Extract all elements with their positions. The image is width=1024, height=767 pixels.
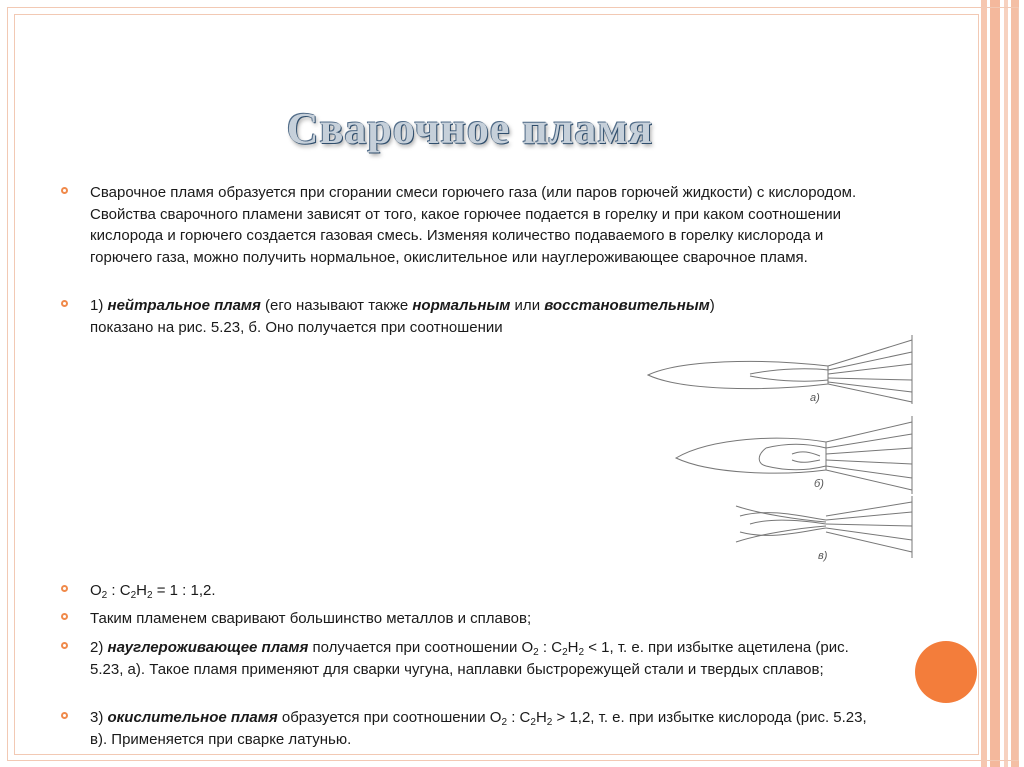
subscript: 2: [546, 717, 553, 728]
paragraph-usage: [90, 608, 880, 630]
bullet-icon: [61, 300, 68, 307]
text-part: 1): [90, 297, 108, 314]
term-oxidizing: окислительное пламя: [107, 709, 278, 726]
text-part: 2): [90, 639, 108, 656]
text-part: образуется при соотношении O: [277, 709, 502, 726]
text-part: = 1 : 1,2.: [152, 582, 216, 599]
paragraph-intro: [90, 182, 880, 268]
bullet-icon: [61, 613, 68, 620]
text-part: : C: [507, 709, 531, 726]
bullet-icon: [61, 642, 68, 649]
text-part: 3): [90, 709, 108, 726]
text-part: : C: [538, 639, 563, 656]
text-part: H: [136, 582, 147, 599]
text-part: O: [90, 582, 102, 599]
subscript: 2: [533, 647, 539, 658]
term-reducing: восстановительным: [544, 297, 710, 314]
bullet-icon: [61, 585, 68, 592]
slide-title: Сварочное пламя: [286, 104, 654, 153]
subscript: 2: [146, 590, 153, 601]
paragraph-oxidizing: [90, 707, 880, 750]
text-part: показано на рис. 5.23, б. Оно получается при соотношении: [90, 318, 503, 336]
figure-label-a: а): [810, 392, 820, 404]
subscript: 2: [562, 647, 568, 658]
text-part: ): [709, 297, 715, 314]
paragraph-text: Таким пламенем сваривают большинство металлов и сплавов;: [90, 610, 532, 627]
text-part: < 1, т. е. при избытке ацетилена (рис. 5.23, а). Такое пламя применяют для сварки чугуна, наплавки быстрорежущей стали и твердых сплавов;: [90, 639, 849, 678]
paragraph-ratio: [90, 580, 880, 602]
text-part: или: [510, 297, 545, 314]
text-part: H: [535, 709, 547, 726]
bullet-icon: [61, 712, 68, 719]
subscript: 2: [101, 590, 108, 601]
subscript: 2: [501, 717, 508, 728]
decor-circle: [915, 641, 977, 703]
subscript: 2: [530, 717, 536, 728]
term-neutral: нейтральное пламя: [107, 297, 261, 314]
paragraph-text: Сварочное пламя образуется при сгорании смеси горючего газа (или паров горючей жидкости) с кислородом. Свойства сварочного пламени зависят от того, какое горючее подается в горелку и при каком соотношении кислорода и горючего создается газовая смесь. Изменяя количество подаваемого в горелку кислорода и горючего газа, можно получить нормальное, окислительное или науглероживающее сварочное пламя.: [90, 184, 857, 266]
text-part: (его называют также: [260, 297, 413, 314]
figure-label-c: в): [818, 550, 828, 562]
subscript: 2: [578, 647, 585, 658]
text-part: : C: [107, 582, 131, 599]
paragraph-carburizing: [90, 637, 880, 680]
term-carburizing: науглероживающее пламя: [107, 639, 309, 656]
bullet-icon: [61, 187, 68, 194]
subscript: 2: [130, 590, 137, 601]
term-normal: нормальным: [412, 297, 511, 314]
text-part: H: [567, 639, 579, 656]
text-part: получается при соотношении O: [308, 639, 534, 656]
text-part: > 1,2, т. е. при избытке кислорода (рис. 5.23, в). Применяется при сварке латунью.: [90, 709, 867, 748]
flame-figure: [640, 330, 920, 575]
figure-label-b: б): [814, 478, 824, 490]
flames-illustration: [640, 330, 920, 570]
